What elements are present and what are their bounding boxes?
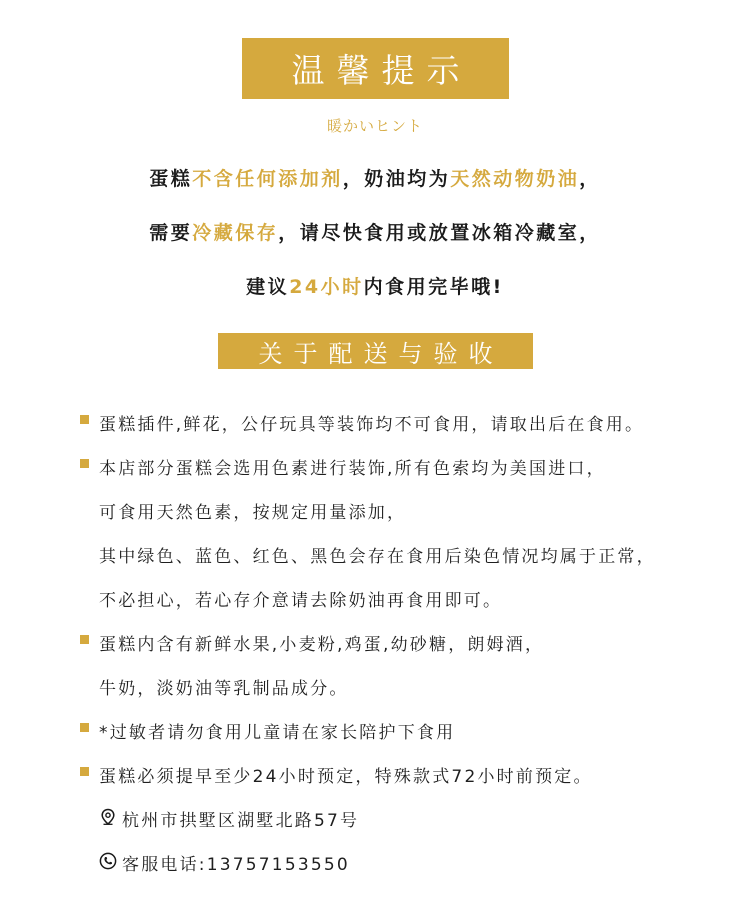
notice-line-1: [0, 164, 750, 191]
square-bullet-icon: [80, 723, 89, 732]
delivery-line: 可食用天然色素，按规定用量添加，: [99, 503, 407, 523]
delivery-line: 本店部分蛋糕会选用色素进行装饰,所有色索均为美国进口，: [99, 459, 606, 479]
delivery-line: 蛋糕内含有新鲜水果,小麦粉,鸡蛋,幼砂糖，朗姆酒，: [99, 635, 545, 655]
location-pin-icon: [99, 808, 117, 826]
square-bullet-icon: [80, 459, 89, 468]
notice-text: 需要: [149, 222, 193, 244]
delivery-line: 其中绿色、蓝色、红色、黑色会存在食用后染色情况均属于正常，: [99, 547, 656, 567]
phone-icon: [99, 852, 117, 870]
delivery-line: 蛋糕插件,鲜花，公仔玩具等装饰均不可食用，请取出后在食用。: [99, 415, 645, 435]
address-text: 杭州市拱墅区湖墅北路57号: [122, 811, 360, 831]
notice-line-3: [0, 272, 750, 299]
notice-text: 内食用完毕哦!: [363, 276, 504, 298]
delivery-line: 不必担心，若心存介意请去除奶油再食用即可。: [99, 591, 503, 611]
notice-text: 蛋糕: [149, 168, 193, 190]
subtitle: 暖かいヒント: [326, 117, 423, 135]
page-title: 温馨提示: [291, 51, 472, 90]
delivery-banner: [218, 333, 533, 369]
delivery-line: 蛋糕必须提早至少24小时预定，特殊款式72小时前预定。: [99, 767, 593, 787]
notice-highlight: 天然动物奶油: [450, 168, 580, 190]
delivery-line: *过敏者请勿食用儿童请在家长陪护下食用: [99, 723, 456, 743]
phone-text: 客服电话:13757153550: [122, 855, 350, 875]
notice-text: 建议: [246, 276, 290, 298]
notice-text: ，: [579, 168, 601, 190]
square-bullet-icon: [80, 415, 89, 424]
notice-highlight: 不含任何添加剂: [192, 168, 343, 190]
title-banner: [242, 38, 509, 99]
notice-line-2: [0, 218, 750, 245]
square-bullet-icon: [80, 635, 89, 644]
notice-highlight: 24小时: [289, 276, 364, 298]
square-bullet-icon: [80, 767, 89, 776]
notice-text: ，请尽快食用或放置冰箱冷藏室，: [278, 222, 601, 244]
notice-text: ，奶油均为: [342, 168, 451, 190]
notice-highlight: 冷藏保存: [192, 222, 279, 244]
delivery-title: 关于配送与验收: [258, 339, 504, 368]
delivery-line: 牛奶，淡奶油等乳制品成分。: [99, 679, 349, 699]
